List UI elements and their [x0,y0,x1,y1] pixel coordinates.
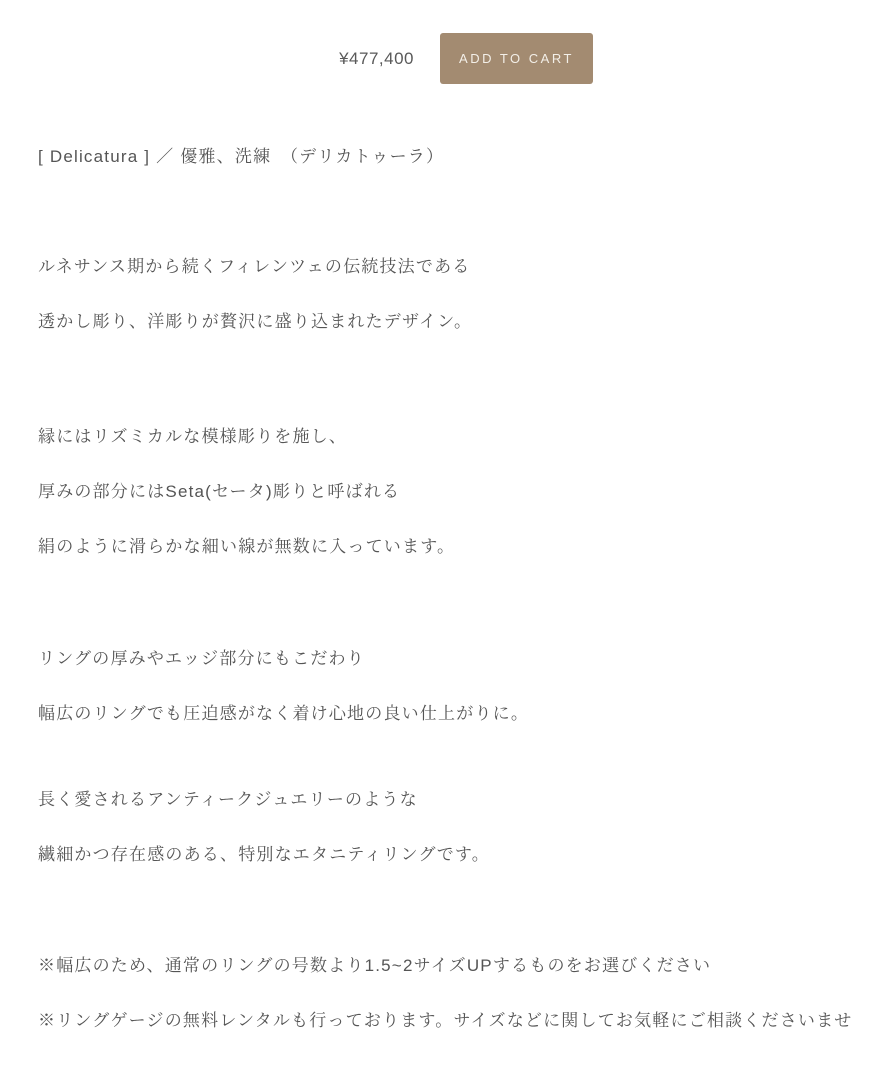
description-notes [38,952,859,1035]
description-paragraph [38,253,859,336]
description-paragraph [38,786,859,869]
description-line: 繊細かつ存在感のある、特別なエタニティリングです。 [38,845,490,864]
description-line: 縁にはリズミカルな模様彫りを施し、 [38,427,348,446]
description-line: 透かし彫り、洋彫りが贅沢に盛り込まれたデザイン。 [38,312,473,331]
product-name-heading: [ Delicatura ] ／ 優雅、洗練 （デリカトゥーラ） [38,147,445,166]
purchase-row [0,33,879,84]
description-line: ルネサンス期から続くフィレンツェの伝統技法である [38,257,471,276]
description-line: 幅広のリングでも圧迫感がなく着け心地の良い仕上がりに。 [38,704,530,723]
ring-gauge-note-line: ※リングゲージの無料レンタルも行っております。サイズなどに関してお気軽にご相談くださいませ [38,1011,853,1030]
description-line: 絹のように滑らかな細い線が無数に入っています。 [38,537,456,556]
product-price: ¥477,400 [339,48,414,68]
product-description [0,143,879,1035]
size-note-line: ※幅広のため、通常のリングの号数より1.5~2サイズUPするものをお選びください [38,956,712,975]
description-line: 長く愛されるアンティークジュエリーのような [38,790,418,809]
description-line: 厚みの部分にはSeta(セータ)彫りと呼ばれる [38,482,401,501]
description-line: リングの厚みやエッジ部分にもこだわり [38,649,365,668]
description-paragraph [38,423,859,561]
add-to-cart-button[interactable]: ADD TO CART [440,33,593,84]
description-paragraph [38,645,859,728]
